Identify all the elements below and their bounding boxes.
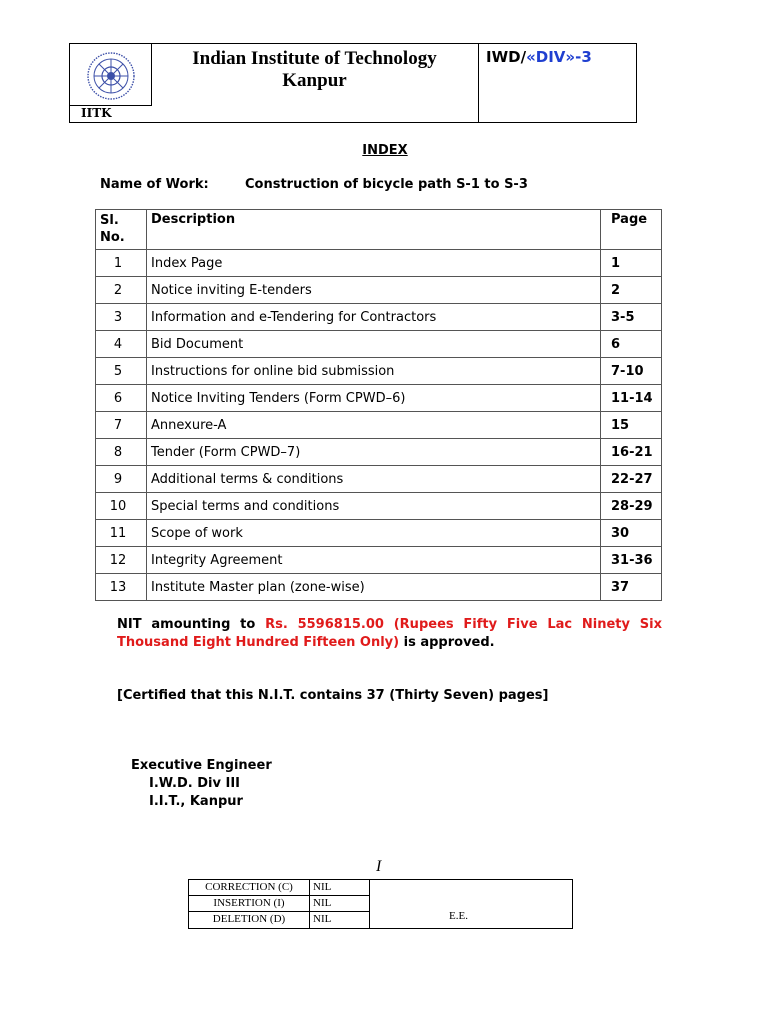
document-header [69,43,637,123]
row-page: 16-21 [601,439,662,466]
row-description: Notice inviting E-tenders [147,277,601,304]
index-heading: INDEX [362,143,408,158]
row-sl-no: 1 [96,250,147,277]
description-header: Description [147,210,601,250]
table-row [96,331,662,358]
row-description: Index Page [147,250,601,277]
correction-value: NIL [309,880,369,896]
row-sl-no: 5 [96,358,147,385]
row-sl-no: 10 [96,493,147,520]
corrections-values [309,880,370,928]
insertion-value: NIL [309,896,369,912]
logo-cell [70,44,152,106]
table-row [96,412,662,439]
row-page: 15 [601,412,662,439]
row-sl-no: 8 [96,439,147,466]
sl-header-line2: No. [100,230,125,245]
table-row [96,277,662,304]
deletion-value: NIL [313,913,332,925]
row-sl-no: 6 [96,385,147,412]
logo-label: IITK [81,106,112,120]
title-cell [151,44,479,122]
name-of-work-value: Construction of bicycle path S-1 to S-3 [245,177,528,192]
row-page: 3-5 [601,304,662,331]
row-sl-no: 3 [96,304,147,331]
row-description: Instructions for online bid submission [147,358,601,385]
row-sl-no: 9 [96,466,147,493]
row-sl-no: 7 [96,412,147,439]
ee-signatory: E.E. [449,910,468,922]
table-row [96,466,662,493]
table-row [96,358,662,385]
certification-statement: [Certified that this N.I.T. contains 37 (Thirty Seven) pages] [117,688,549,703]
row-page: 22-27 [601,466,662,493]
handwritten-mark: I [376,858,382,875]
index-table-body [96,250,662,601]
nit-prefix: NIT amounting to [117,617,266,632]
row-description: Scope of work [147,520,601,547]
row-description: Information and e-Tendering for Contractors [147,304,601,331]
row-description: Institute Master plan (zone-wise) [147,574,601,601]
insertion-label: INSERTION (I) [189,896,309,912]
institute-title-line2: Kanpur [282,70,347,91]
nit-suffix: is approved. [399,635,495,650]
row-page: 28-29 [601,493,662,520]
corrections-box [188,879,573,929]
row-description: Tender (Form CPWD–7) [147,439,601,466]
page-header: Page [601,210,662,250]
nit-amount: Rs. 5596815.00 (Rupees Fifty Five Lac Ninety Six Thousand Eight Hundred Fifteen Only) [117,617,662,650]
row-description: Annexure-A [147,412,601,439]
row-description: Special terms and conditions [147,493,601,520]
row-description: Notice Inviting Tenders (Form CPWD–6) [147,385,601,412]
row-sl-no: 11 [96,520,147,547]
sl-header-line1: Sl. [100,213,119,228]
row-sl-no: 13 [96,574,147,601]
sl-no-header [96,210,147,250]
table-row [96,493,662,520]
signatory-institute: I.I.T., Kanpur [149,794,243,809]
row-page: 37 [601,574,662,601]
ref-division: «DIV» [526,48,576,66]
row-page: 2 [601,277,662,304]
correction-label: CORRECTION (C) [189,880,309,896]
ref-suffix: -3 [575,48,592,66]
iitk-seal-logo [70,44,152,106]
table-row [96,547,662,574]
row-page: 1 [601,250,662,277]
row-page: 6 [601,331,662,358]
deletion-label: DELETION (D) [212,913,286,925]
name-of-work-label: Name of Work: [100,177,209,192]
corrections-labels [189,880,310,928]
signatory-division: I.W.D. Div III [149,776,241,791]
nit-amount-statement [117,616,662,652]
ref-prefix: IWD/ [486,48,527,66]
signature-block [131,757,272,811]
logo-label-cell [70,105,152,123]
row-sl-no: 12 [96,547,147,574]
index-table-header [96,210,662,250]
row-page: 30 [601,520,662,547]
row-description: Integrity Agreement [147,547,601,574]
institute-title-line1: Indian Institute of Technology [192,48,437,69]
row-page: 7-10 [601,358,662,385]
document-reference [486,48,592,66]
row-description: Additional terms & conditions [147,466,601,493]
table-row [96,520,662,547]
row-sl-no: 4 [96,331,147,358]
index-table [95,209,662,601]
table-row [96,250,662,277]
table-row [96,385,662,412]
institute-title [151,48,478,92]
row-sl-no: 2 [96,277,147,304]
row-page: 11-14 [601,385,662,412]
signatory-designation: Executive Engineer [131,758,272,773]
row-description: Bid Document [147,331,601,358]
table-row [96,439,662,466]
table-row [96,574,662,601]
row-page: 31-36 [601,547,662,574]
table-row [96,304,662,331]
